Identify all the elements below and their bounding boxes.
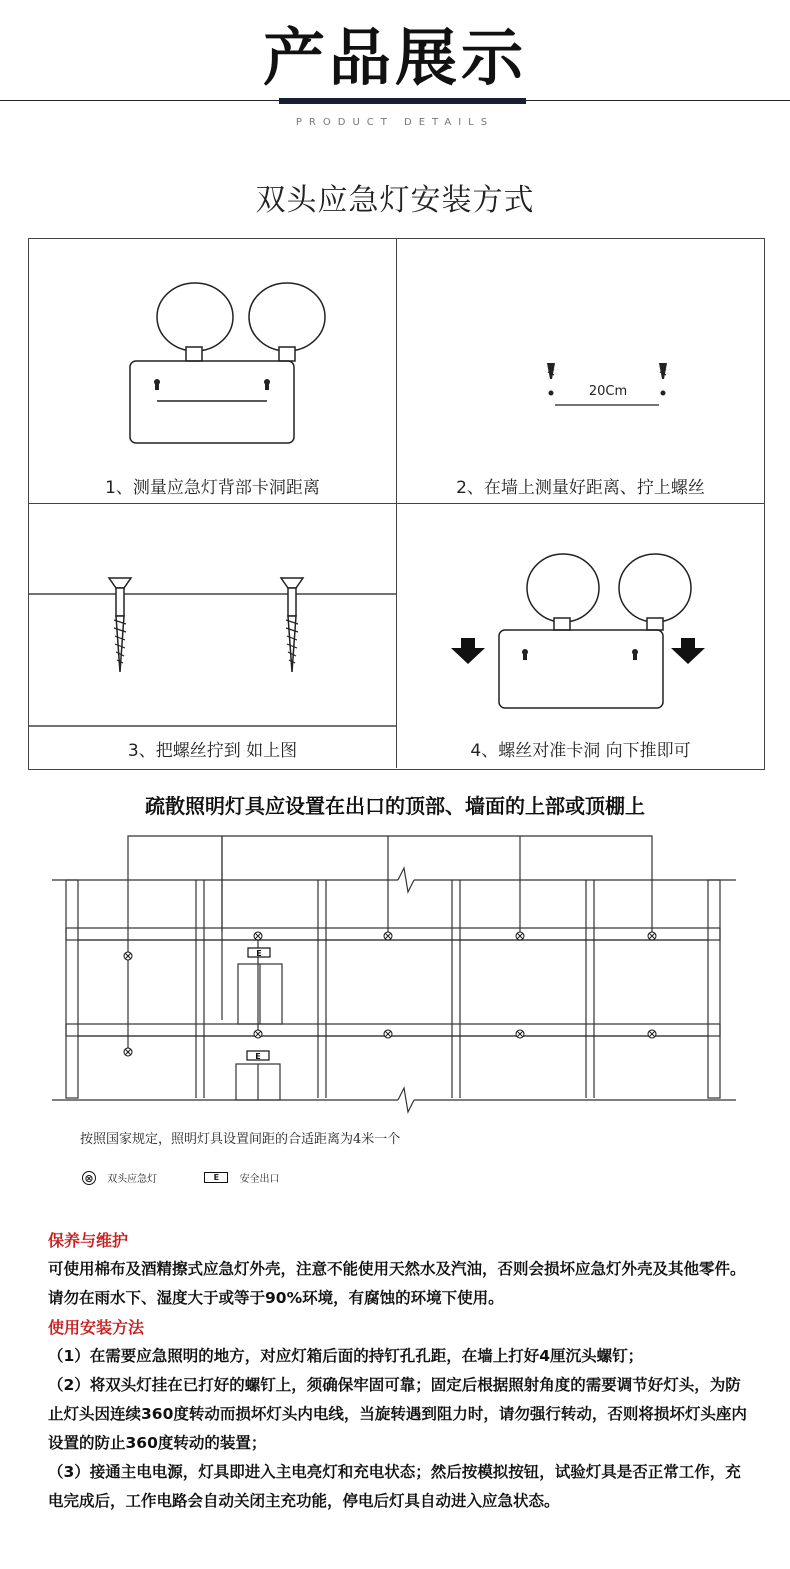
screw-icon (109, 578, 131, 672)
building-title: 疏散照明灯具应设置在出口的顶部、墙面的上部或顶棚上 (145, 794, 645, 818)
page-title: 产品展示 (262, 21, 527, 94)
svg-text:E: E (255, 1052, 261, 1061)
step-4-panel (397, 504, 764, 768)
step-2-illustration (397, 239, 764, 504)
exit-sign-icon (247, 1051, 269, 1061)
emergency-light-icon (648, 1030, 656, 1038)
emergency-light-icon (384, 932, 392, 940)
emergency-light-icon (516, 932, 524, 940)
emergency-light-icon (124, 1048, 132, 1056)
maintenance-heading: 保养与维护 (48, 1231, 129, 1250)
install-title: 双头应急灯安装方式 (255, 183, 535, 218)
header-accent-bar (279, 98, 526, 104)
emergency-light-icon (648, 932, 656, 940)
step-1-illustration (29, 239, 397, 504)
emergency-light-icon (124, 952, 132, 960)
svg-text:E: E (256, 949, 262, 958)
distance-label: 20Cm (588, 384, 628, 399)
step-4-caption: 4、螺丝对准卡洞 向下推即可 (470, 741, 691, 761)
step-1-panel (29, 239, 397, 504)
usage-item: （2）将双头灯挂在已打好的螺钉上，须确保牢固可靠；固定后根据照射角度的需要调节好灯头，为防止灯头因连续360度转动而损坏灯头内电线，当旋转遇到阻力时，请勿强行转动，否则将损坏灯头座内设置的防止360度转动的装置； (48, 1376, 747, 1452)
screw-icon (281, 578, 303, 672)
emergency-light-icon (516, 1030, 524, 1038)
arrow-down-icon (451, 638, 485, 664)
emergency-light-icon: ⊗ (82, 1171, 96, 1185)
spacing-note: 按照国家规定，照明灯具设置间距的合适距离为4米一个 (80, 1132, 401, 1147)
step-2-panel (397, 239, 764, 504)
page-subtitle: PRODUCT DETAILS (295, 117, 495, 128)
legend (82, 1170, 280, 1185)
install-steps-grid (28, 238, 765, 770)
exit-sign-icon (248, 948, 270, 958)
step-4-illustration (397, 504, 764, 768)
emergency-light-icon (254, 1030, 262, 1038)
legend-label-exit: 安全出口 (239, 1174, 280, 1185)
building-diagram (0, 820, 790, 1120)
step-1-caption: 1、测量应急灯背部卡洞距离 (105, 478, 320, 498)
exit-sign-icon: E (204, 1172, 228, 1183)
usage-heading: 使用安装方法 (48, 1318, 145, 1337)
step-3-caption: 3、把螺丝拧到 如上图 (127, 741, 298, 761)
usage-item: （3）接通主电电源，灯具即进入主电亮灯和充电状态；然后按模拟按钮，试验灯具是否正常工作，充电完成后，工作电路会自动关闭主充功能，停电后灯具自动进入应急状态。 (48, 1463, 741, 1510)
maintenance-body: 可使用棉布及酒精擦式应急灯外壳，注意不能使用天然水及汽油，否则会损坏应急灯外壳及其他零件。请勿在雨水下、湿度大于或等于90%环境，有腐蚀的环境下使用。 (48, 1260, 746, 1307)
step-3-illustration (29, 504, 397, 768)
legend-label-emergency-light: 双头应急灯 (107, 1174, 158, 1185)
usage-item: （1）在需要应急照明的地方，对应灯箱后面的持钉孔孔距，在墙上打好4厘沉头螺钉； (48, 1347, 644, 1365)
emergency-light-icon (384, 1030, 392, 1038)
maintenance-section (48, 1226, 748, 1516)
step-3-panel (29, 504, 397, 768)
arrow-down-icon (671, 638, 705, 664)
emergency-light-icon (254, 932, 262, 940)
step-2-caption: 2、在墙上测量好距离、拧上螺丝 (456, 478, 705, 498)
